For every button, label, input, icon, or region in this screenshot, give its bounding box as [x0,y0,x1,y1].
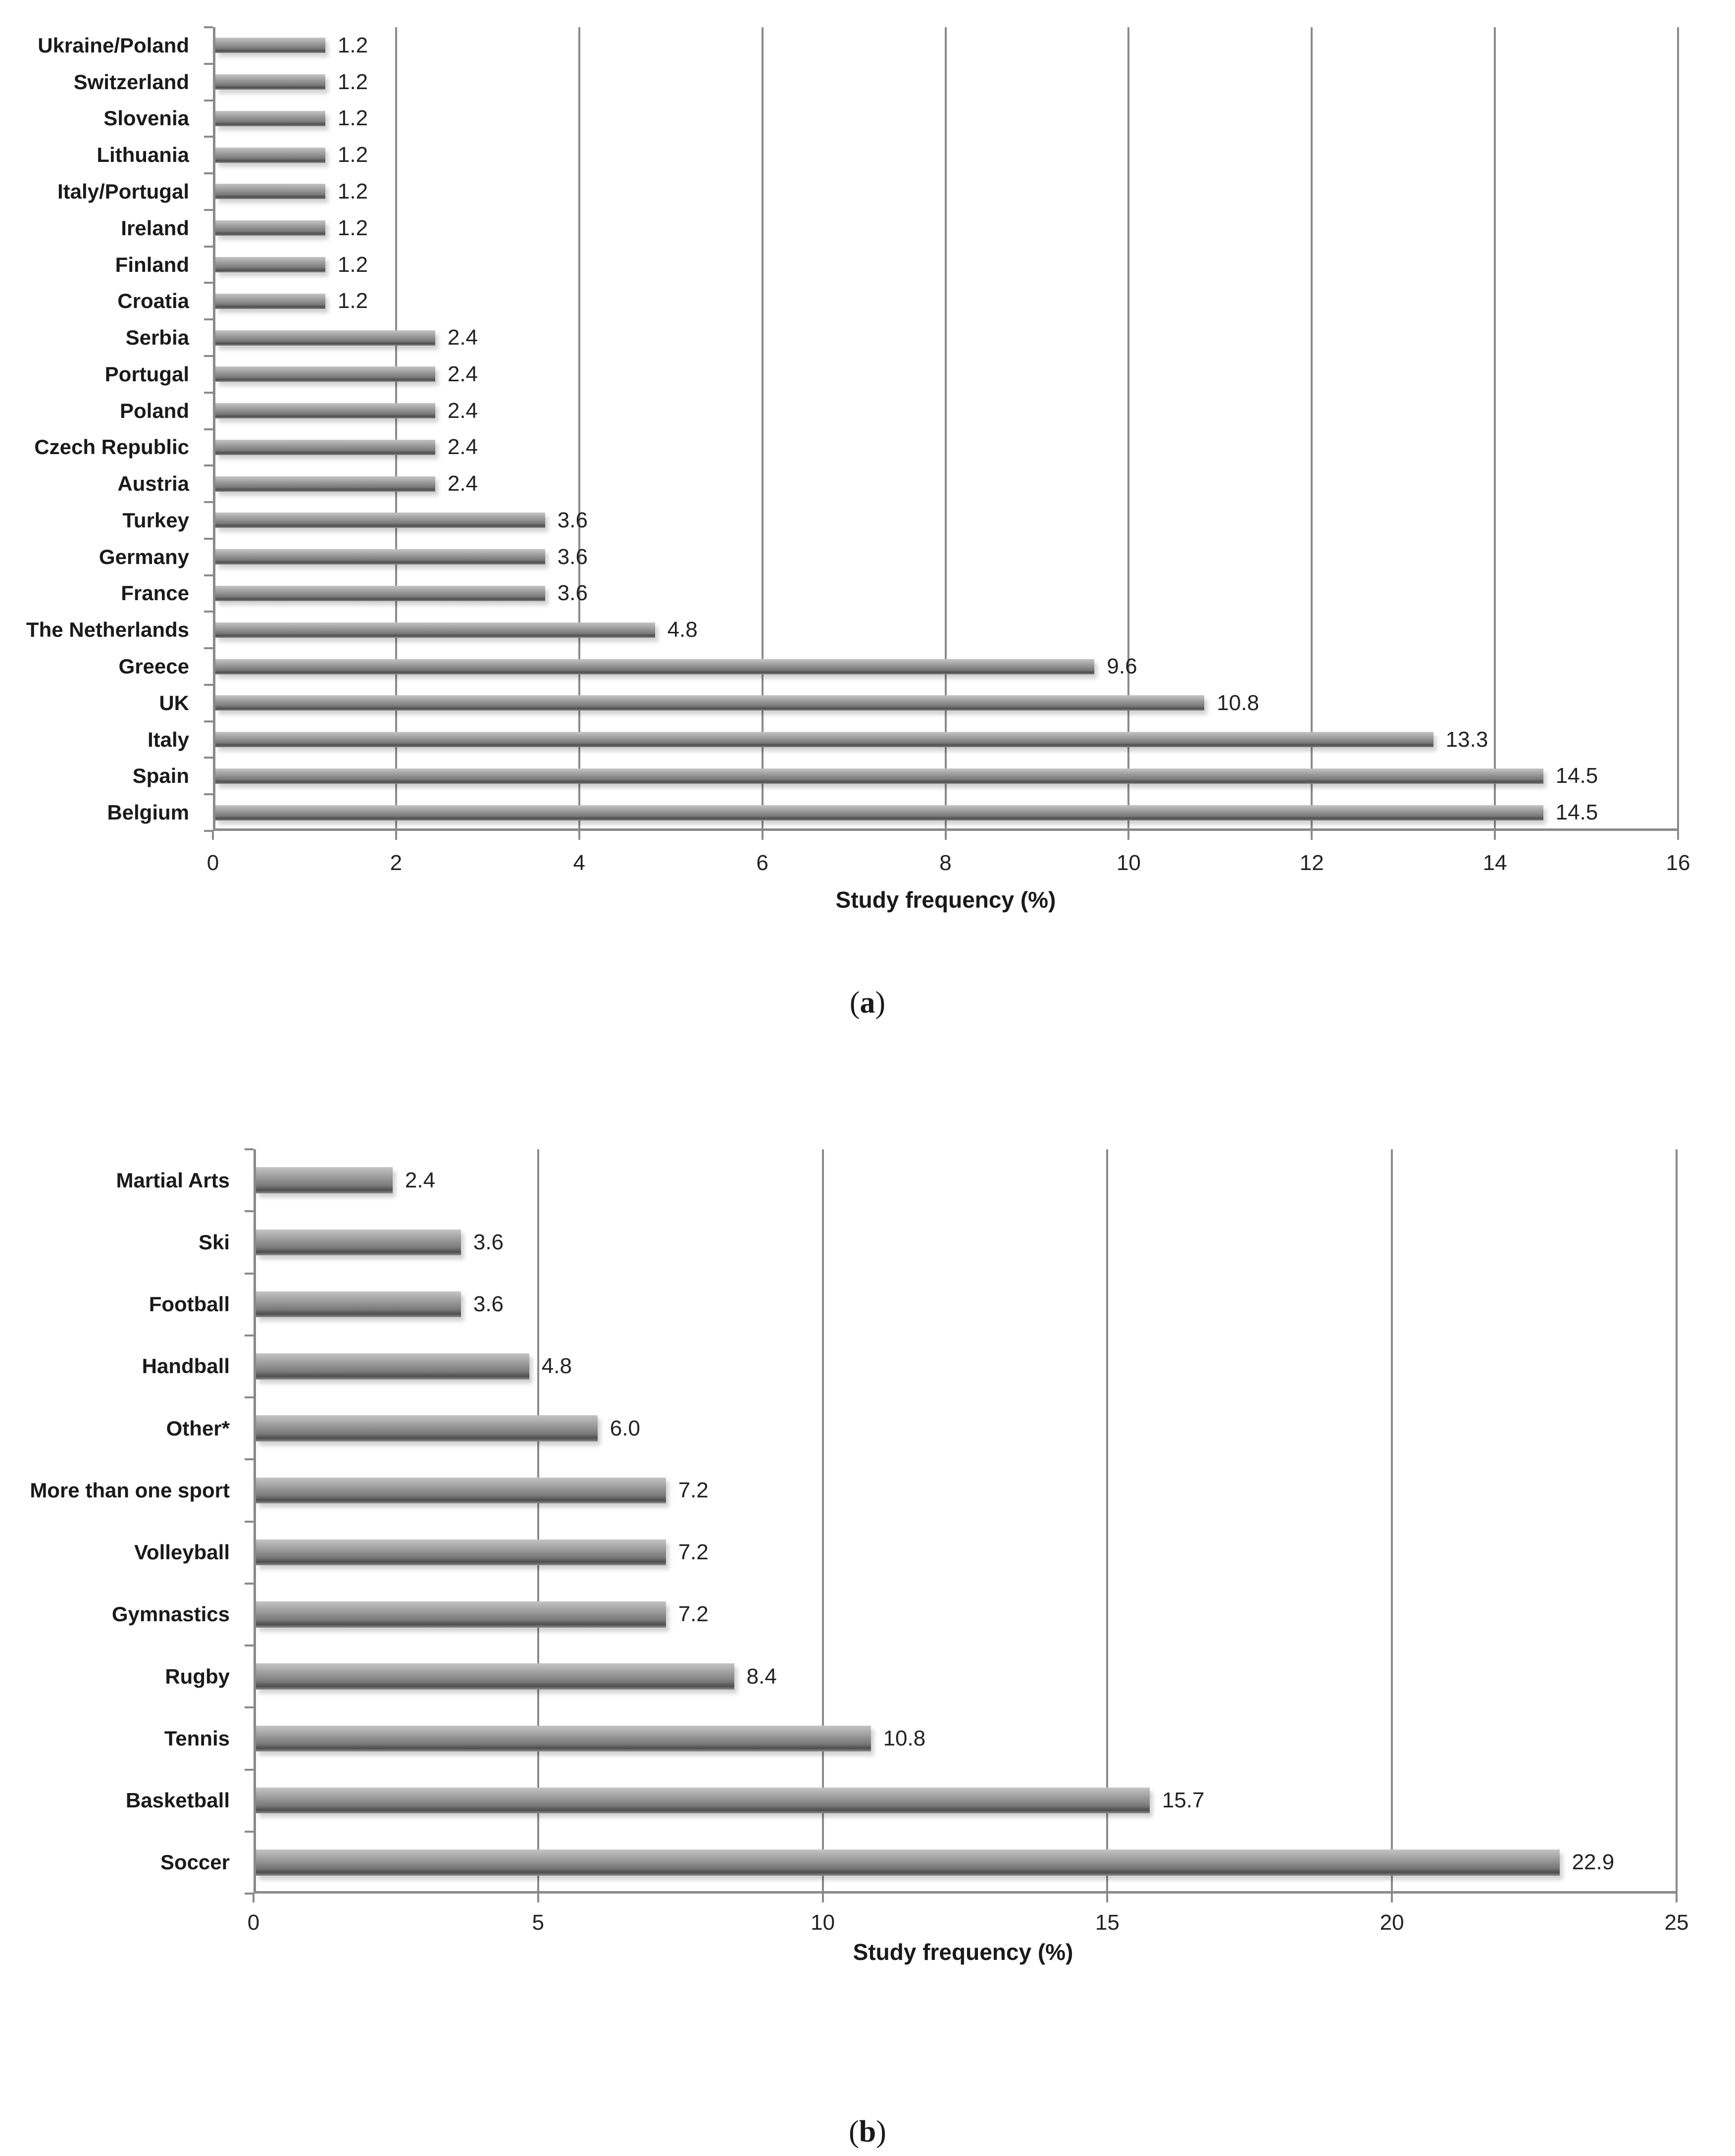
category-label: Czech Republic [34,435,189,459]
data-label: 7.2 [678,1602,709,1627]
x-tick-label: 4 [573,851,585,875]
category-label: Football [149,1292,230,1316]
x-tick-mark [537,1894,539,1902]
y-tick-mark [245,1706,254,1708]
y-tick-mark [245,1521,254,1523]
data-label: 3.6 [473,1230,504,1254]
x-tick-label: 25 [1664,1910,1689,1935]
data-label: 2.4 [447,435,478,460]
category-label: Handball [142,1354,230,1378]
gridline [822,1149,824,1894]
data-label: 13.3 [1445,727,1488,752]
data-label: 10.8 [1217,690,1259,715]
data-label: 1.2 [337,33,368,57]
x-tick-label: 14 [1482,851,1507,875]
category-label: Ski [198,1230,230,1254]
x-tick-label: 2 [390,851,403,875]
category-label: Serbia [125,326,189,350]
y-tick-mark [245,1148,254,1150]
panel-caption-b: (b) [849,2115,886,2149]
data-label: 2.4 [447,398,478,423]
data-label: 8.4 [746,1664,777,1689]
category-label: Tennis [164,1726,230,1750]
bar [256,1663,734,1690]
category-label: Italy/Portugal [57,179,189,203]
x-tick-label: 6 [756,851,768,875]
category-label: Austria [117,472,189,496]
bar [256,1540,666,1566]
x-tick-label: 12 [1299,851,1324,875]
category-label: Ireland [121,216,189,240]
x-tick-mark [1391,1894,1393,1902]
category-label: France [121,581,189,605]
data-label: 4.8 [667,617,698,642]
x-tick-label: 8 [939,851,952,875]
gridline [1676,1149,1678,1894]
y-tick-mark [245,1335,254,1336]
x-tick-label: 10 [1116,851,1141,875]
category-label: The Netherlands [26,618,189,642]
y-tick-mark [245,1210,254,1212]
gridline [1106,1149,1108,1894]
data-label: 7.2 [678,1540,709,1565]
data-label: 2.4 [447,471,478,496]
data-label: 15.7 [1162,1788,1205,1813]
x-axis-title-b: Study frequency (%) [853,1939,1073,1965]
category-label: Portugal [104,362,189,386]
data-label: 1.2 [337,179,368,204]
x-tick-mark [1676,1894,1678,1902]
category-label: Poland [119,399,189,422]
category-label: Rugby [165,1664,230,1688]
bar [256,1167,393,1193]
y-axis-line [254,1149,256,1894]
category-label: Lithuania [97,143,189,167]
data-label: 10.8 [883,1726,926,1750]
x-tick-mark [253,1894,255,1902]
y-tick-mark [245,1644,254,1646]
data-label: 9.6 [1107,654,1137,679]
data-label: 3.6 [557,544,588,569]
x-axis-title-a: Study frequency (%) [835,887,1056,913]
category-label: Switzerland [73,70,189,94]
category-label: Greece [118,655,189,678]
x-tick-label: 15 [1095,1910,1120,1935]
category-label: Belgium [107,801,189,824]
bar [256,1849,1560,1876]
data-label: 3.6 [557,581,588,606]
bar [256,1601,666,1628]
data-label: 14.5 [1555,800,1598,825]
data-label: 1.2 [337,289,368,313]
data-label: 1.2 [337,143,368,167]
y-tick-mark [245,1893,254,1895]
data-label: 1.2 [337,106,368,131]
x-tick-label: 10 [811,1910,835,1935]
y-tick-mark [245,1769,254,1771]
data-label: 2.4 [447,361,478,386]
category-label: Martial Arts [116,1168,230,1192]
x-tick-label: 0 [206,851,219,875]
data-label: 3.6 [473,1292,504,1317]
category-label: Turkey [122,508,189,532]
category-label: Croatia [117,289,189,313]
x-tick-mark [1106,1894,1108,1902]
y-tick-mark [245,1458,254,1460]
category-label: Volleyball [134,1540,230,1564]
bar [256,1788,1150,1814]
y-tick-mark [245,1583,254,1585]
bar [256,1478,666,1504]
category-label: Slovenia [103,106,189,130]
data-label: 7.2 [678,1478,709,1502]
y-tick-mark [245,1396,254,1398]
y-tick-mark [245,1273,254,1275]
data-label: 22.9 [1572,1850,1615,1875]
category-label: Gymnastics [111,1602,230,1626]
bar [256,1230,461,1256]
bar [256,1353,529,1380]
data-label: 1.2 [337,252,368,277]
category-label: Finland [115,253,189,276]
data-label: 1.2 [337,215,368,240]
x-tick-mark [822,1894,824,1902]
data-label: 1.2 [337,69,368,94]
y-tick-mark [245,1831,254,1833]
plot-area-b [254,1149,1677,1894]
bar [256,1726,871,1752]
category-label: More than one sport [30,1478,230,1502]
x-tick-label: 0 [247,1910,260,1935]
gridline [537,1149,539,1894]
panel-caption-a: (a) [849,986,886,1020]
category-label: Soccer [160,1850,230,1874]
bar [256,1291,461,1318]
data-label: 2.4 [447,325,478,350]
category-label: Other* [166,1416,230,1440]
category-label: Italy [147,727,189,751]
data-label: 4.8 [541,1354,572,1379]
data-label: 3.6 [557,508,588,532]
x-tick-label: 16 [1666,851,1690,875]
category-label: UK [159,691,189,715]
category-label: Spain [132,764,189,788]
category-label: Germany [99,545,189,568]
data-label: 6.0 [610,1416,640,1440]
gridline [1391,1149,1393,1894]
category-label: Basketball [125,1789,230,1812]
category-label: Ukraine/Poland [38,33,189,57]
data-label: 14.5 [1555,764,1598,788]
x-tick-label: 5 [532,1910,545,1935]
x-axis-line [254,1891,1677,1894]
bar [256,1415,598,1441]
data-label: 2.4 [405,1168,436,1192]
x-tick-label: 20 [1379,1910,1404,1935]
